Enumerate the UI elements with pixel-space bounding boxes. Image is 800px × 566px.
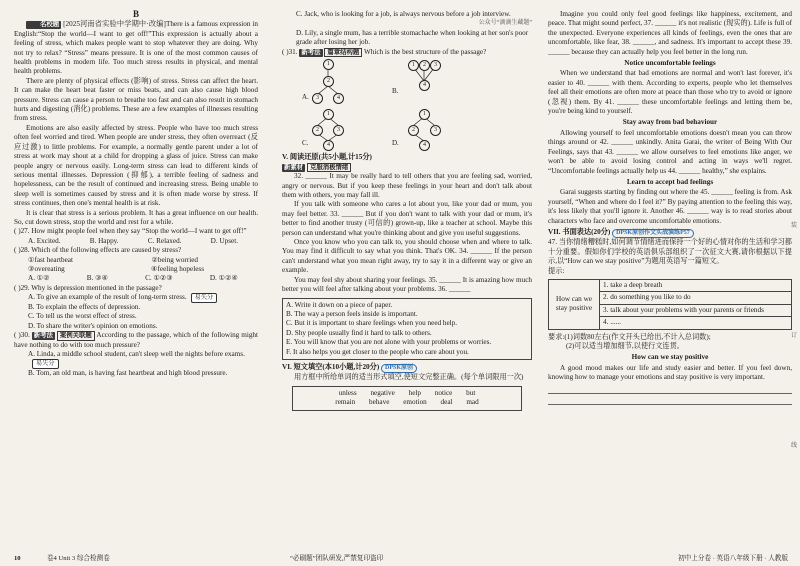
section-7-title: VII. 书面表达(20分) DPSK原创作文实战演练P57 [548, 228, 792, 238]
footer-left [14, 552, 110, 562]
node-3: 3 [312, 93, 323, 104]
essay-title: How can we stay positive [631, 353, 709, 362]
question-28-items: ③overeating ④feeling hopeless [28, 264, 204, 273]
option[interactable]: C. Jack, who is looking for a job, is always nervous before a job interview. [296, 10, 511, 18]
easy-mistake-chip: 易失分 [191, 293, 218, 303]
case-tag: 案例关联题 [57, 331, 95, 341]
option[interactable]: D. To share the writer's opinion on emotions. [28, 321, 158, 330]
passage-paragraph: Garai suggests starting by finding out where the 45. ______ feeling is from. Ask yourself, “When and where do I feel it?” By paying attention to the feeling this way, it's less likely that you'll ignore it. Another 46. ______ way is to read stories about characters who face and overcome uncomfortable emotions. [548, 188, 792, 225]
column-left [14, 10, 258, 542]
footer-middle: “必刷题”团队研发,严禁复印盗印 [290, 555, 384, 562]
tip-row: 2. do something you like to do [600, 292, 791, 304]
option[interactable]: E. You will know that you are not alone with your problems or worries. [286, 338, 492, 347]
node-1: 1 [419, 109, 430, 120]
requirement: (2)可以适当增加细节,以使行文连贯。 [566, 342, 684, 350]
subheading: Learn to accept bad feelings [626, 177, 714, 186]
option-a-label[interactable]: A. [302, 93, 309, 102]
passage-paragraph: Emotions are also easily affected by stress. People who have too much stress often feel worried and tired. When people are under stress, they often overreact (反应过激) to little problems. For example, a normally gentle parent under a lot of stress at work may shout at a child for dropping a glass of juice. Stress can make people angry or nervous easily. Long-term stress can lead to different kinds of serious mental illnesses. Depression (抑郁), a terrible feeling of sadness and hopelessness, can be the result of continued and increasing stress. Being unable to sleep well is sometimes caused by stress and it is often made worse by stress. If stress continues, then one's mental health is at risk. [14, 123, 258, 208]
option[interactable]: B. The way a person feels inside is important. [286, 309, 418, 318]
option-b-label[interactable]: B. [392, 87, 399, 96]
passage-paragraph: 名校题 [2025河南省实验中学期中·改编]There is a famous expression in English:“Stop the world—I want to get off!”This expression is actually about a feeling of stress, which makes people want to stop whatever they are doing. Why not try to relax? “Stress” means pressure. It is one of the most common causes of health problems in modern life. Too much stress results in physical, and mental health problems. [14, 20, 258, 76]
option[interactable]: A. Excited. [28, 236, 61, 245]
easy-mistake-chip: 易失分 [32, 359, 59, 369]
passage-paragraph: You may feel shy about sharing your feelings. 35. ______ It is amazing how much better you will feel after talking about your problems. 36. ______ [282, 275, 532, 294]
options-box [282, 298, 532, 360]
passage-paragraph: Allowing yourself to feel uncomfortable emotions doesn't mean you can throw things around or 42. ______ unkindly. Anita Garai, the writer of Being With Our Feelings, says that 43. ______ we allow ourselves to feel emotions like anger, we won't be able to avoid losing control and acting in ways we'll regret. “Uncomfortable feelings actually help us 44. ______ healthy,” she explains. [548, 128, 792, 175]
option[interactable]: B. ③④ [86, 274, 109, 283]
node-2: 2 [419, 60, 430, 71]
option[interactable]: C. ①②③ [145, 274, 173, 283]
question-31: ( )31. 新考法 篇章结构题 Which is the best structure of the passage? [282, 47, 487, 56]
node-4: 4 [333, 93, 344, 104]
requirement: 要求:(1)词数80左右(作文开头已给出,不计入总词数); [548, 332, 711, 341]
node-4: 4 [323, 140, 334, 151]
question-47: 47. 当你情绪糟糕时,如何调节情绪进而保持一个好的心情对你的生活和学习都十分重要。假如你们学校的英语俱乐部组织了一次征文大赛,请你根据以下提示,以“How can we stay positive”为题用英语写一篇短文。 [548, 238, 792, 266]
subheading: Stay away from bad behaviour [622, 118, 718, 127]
tips-table-topic: How can we stay positive [549, 280, 600, 329]
question-28-options [14, 274, 258, 283]
dpsk-badge: DPSK原创 [381, 364, 417, 373]
source-label: [2025河南省实验中学期中·改编] [63, 20, 166, 29]
section-5-tags: 新素材 克服消极情绪 [282, 163, 532, 173]
footer-right: 初中上分卷 · 英语八年级下册 · 人教版 [678, 555, 788, 562]
node-1: 1 [323, 59, 334, 70]
question-28-items: ①fast heartbeat ②being worried [28, 255, 198, 264]
node-1: 1 [408, 60, 419, 71]
passage-paragraph: Once you know who you can talk to, you should choose when and where to talk. You may find it difficult to say what you think. That's OK. 34. ______ If the person can't understand what you mean right away, try to say it in a different way or give an example. [282, 238, 532, 275]
writing-line[interactable] [548, 395, 792, 405]
node-2: 2 [408, 125, 419, 136]
option[interactable]: D. ①②④ [209, 274, 238, 283]
node-3: 3 [333, 125, 344, 136]
passage-paragraph: If you talk with someone who cares a lot about you, like your dad or mum, you may feel better. 33. ______ But if you don't want to talk with your dad or mum, it's better to find another trusty (可信的) grown-up, like a teacher at school. Maybe this person can understand what you're thinking about and give you useful suggestions. [282, 200, 532, 237]
tip-row: 4. ...... [603, 318, 621, 327]
tip-label: 提示: [548, 266, 565, 275]
tips-table-rows [600, 280, 791, 329]
option[interactable]: B. Happy. [89, 236, 119, 245]
watermark-note: 公众号“滴滴生藏题” [478, 20, 532, 27]
question-30: ( )30. 新考法 案例关联题 According to the passage, which of the following might have nothing to do with too much pressure? [14, 331, 258, 349]
option[interactable]: C. Relaxed. [147, 236, 182, 245]
option[interactable]: F. It also helps you get closer to the people who care about you. [286, 347, 469, 356]
section-6-instruction: 用方框中所给单词的适当形式填空,使短文完整正确。(每个单词限用一次) [294, 373, 524, 382]
option[interactable]: C. But it is important to share feelings when you need help. [286, 319, 458, 328]
column-right [548, 10, 792, 542]
page-number: 10 [14, 555, 21, 562]
question-29: ( )29. Why is depression mentioned in the passage? [14, 283, 162, 292]
node-3: 3 [430, 60, 441, 71]
question-28: ( )28. Which of the following effects are caused by stress? [14, 246, 182, 255]
writing-line[interactable] [548, 384, 792, 394]
footer-unit: 卷4 Unit 3 综合检测卷 [46, 555, 110, 562]
option[interactable]: A. Linda, a middle school student, can't sleep well the nights before exams.易失分 [28, 350, 245, 368]
column-middle [282, 10, 532, 542]
option[interactable]: A. To give an example of the result of long-term stress. 易失分 [14, 293, 258, 303]
option[interactable]: A. Write it down on a piece of paper. [286, 300, 393, 309]
subheading: Notice uncomfortable feelings [624, 59, 716, 68]
passage-paragraph: When we understand that bad emotions are normal and won't last forever, it's easier to 40. ______ with them. According to experts, people who let themselves feel all their emotions are often more at peace than those who try to avoid or ignore (忽视) them. By 41. ______ these uncomfortable feelings and letting them be, you're being kind to yourself. [548, 69, 792, 116]
word-box: unless negative help notice but remain behave emotion deal mad [292, 386, 522, 411]
tip-row: 1. take a deep breath [600, 280, 791, 292]
option[interactable]: B. Tom, an old man, is having fast heartbeat and high blood pressure. [28, 369, 228, 377]
section-6-title: VI. 短文填空(本10小题,计20分) DPSK原创 [282, 363, 532, 373]
option[interactable]: D. Lily, a single mum, has a terrible stomachache when looking at her son's poor grade after losing her job. [296, 28, 529, 47]
option[interactable]: A. ①② [28, 274, 50, 283]
node-4: 4 [419, 80, 430, 91]
passage-paragraph: There are plenty of physical effects (影响) of stress. Stress can affect the heart. It can make the heart beat faster or miss beats, and can also cause high blood pressure. Stress can cause a person to breathe too fast and can also result in stomach hurts and digesting (消化) problems. These are a few examples of illnesses resulting from stress. [14, 76, 258, 123]
option-d-label[interactable]: D. [392, 139, 399, 148]
section-5-title: V. 阅读还原(共5小题,计15分) [282, 153, 372, 162]
option[interactable]: C. To tell us the worst effect of stress. [28, 312, 137, 321]
tip-row: 3. talk about your problems with your parents or friends [600, 305, 791, 317]
essay-start: A good mood makes our life and study easier and better. If you feel down, knowing how to manage your emotions and stay positive is very important. [548, 363, 792, 382]
option[interactable]: B. To explain the effects of depression. [28, 302, 141, 311]
binding-mark: 订 [790, 333, 797, 339]
node-2: 2 [323, 76, 334, 87]
option-c-label[interactable]: C. [302, 139, 309, 148]
passage-heading: B [132, 10, 139, 19]
tips-table [548, 279, 792, 330]
node-1: 1 [323, 109, 334, 120]
binding-mark: 装 [790, 223, 797, 229]
passage-paragraph: 32. ______ It may be really hard to tell others that you are feeling sad, worried, angry or nervous. But if you keep these feelings in your heart and don't talk about them with others, you may fall ill. [282, 172, 532, 200]
question-27-options [14, 237, 258, 246]
source-tag: 名校题 [26, 21, 61, 29]
new-method-tag: 新考法 [301, 48, 321, 56]
passage-paragraph: It is clear that stress is a serious problem. It has a great influence on our health. So, cut down stress, stop the world and rest for a while. [14, 208, 258, 226]
node-2: 2 [312, 125, 323, 136]
question-27: ( )27. How might people feel when they say “Stop the world—I want to get off!” [14, 227, 247, 236]
passage-paragraph: Imagine you could only feel good feelings like happiness, excitement, and peace. That might sound perfect, 37. ______ it's not realistic (现实的). Life is full of the unexpected. Everyone experiences all kinds of feelings, even the ones that are uncomfortable, like fear, 38. ______, and sadness. It's important to accept these 39. ______ because they can actually help you feel better in the long run. [548, 10, 792, 56]
structure-diagrams [282, 59, 532, 151]
binding-mark: 线 [790, 443, 797, 449]
option[interactable]: D. Upset. [210, 236, 238, 245]
structure-tag: 篇章结构题 [324, 48, 362, 58]
structure-lines [282, 59, 532, 151]
option[interactable]: D. Shy people usually find it hard to talk to others. [286, 328, 432, 337]
node-3: 3 [430, 125, 441, 136]
dpsk-badge: DPSK原创作文实战演练P57 [612, 229, 694, 238]
node-4: 4 [419, 140, 430, 151]
new-method-tag: 新考法 [33, 332, 53, 339]
